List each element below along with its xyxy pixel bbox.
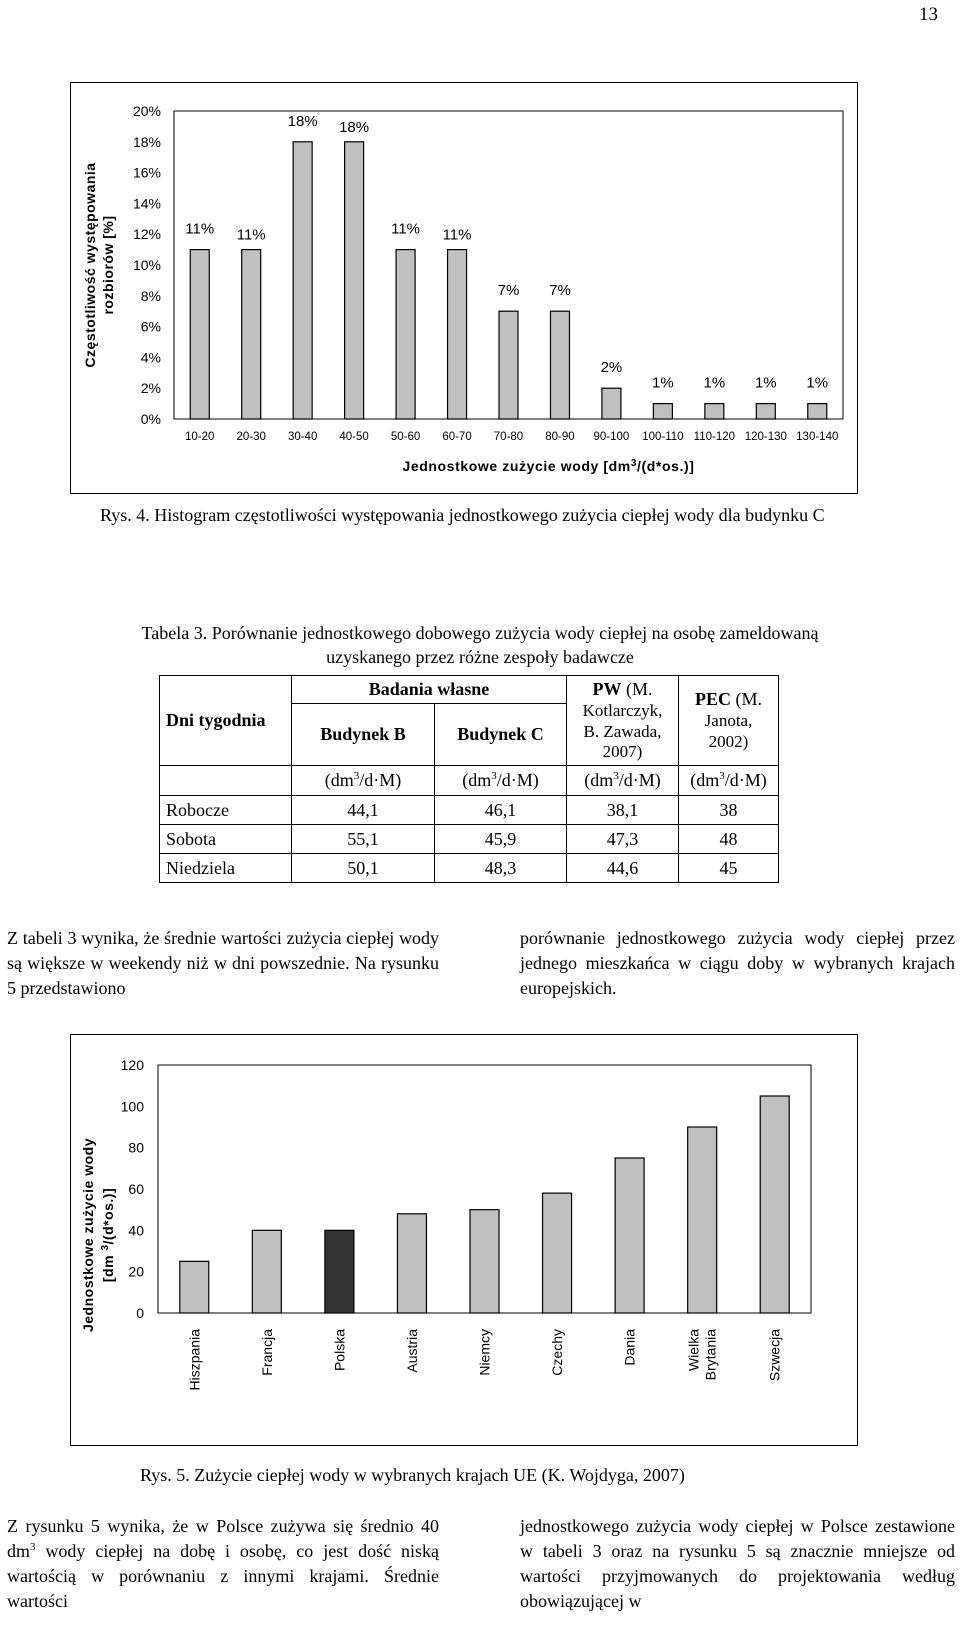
paragraph1-right-column: porównanie jednostkowego zużycia wody ciepłej przez jednego mieszkańca w ciągu doby w wybranych krajach europejskich.: [520, 928, 955, 998]
y-tick-label: 18%: [132, 133, 161, 150]
table3-cell: 47,3: [567, 825, 679, 854]
table3-header-own-research: Badania własne: [292, 676, 567, 704]
table3-cell-day: Robocze: [160, 796, 292, 825]
table3-cell: 55,1: [292, 825, 435, 854]
bar: [325, 1230, 354, 1313]
bar: [653, 404, 672, 419]
y-tick-label: 100: [120, 1098, 144, 1115]
data-label: 11%: [442, 226, 472, 244]
y-tick-label: 12%: [132, 226, 161, 243]
data-label: 7%: [549, 282, 571, 300]
y-tick-label: 16%: [132, 164, 161, 181]
table3-cell: 46,1: [435, 796, 567, 825]
x-tick-label: 50-60: [390, 431, 421, 443]
table3-units-row: [160, 766, 779, 796]
data-label: 1%: [754, 374, 777, 392]
bar: [252, 1230, 281, 1313]
data-label: 1%: [703, 374, 726, 392]
figure5-caption: Rys. 5. Zużycie ciepłej wody w wybranych krajach UE (K. Wojdyga, 2007): [140, 1465, 685, 1485]
table3-cell: 38,1: [567, 796, 679, 825]
x-tick-label: 80-90: [545, 431, 575, 443]
x-tick-label: 110-120: [693, 431, 736, 443]
y-tick-label: 60: [128, 1181, 144, 1197]
table3-header-pw-abbr: PW: [592, 679, 622, 700]
x-tick-label: 20-30: [236, 431, 266, 443]
x-tick-label: Wielka: [685, 1329, 702, 1372]
data-label: 11%: [185, 220, 215, 238]
y-tick-label: 10%: [132, 257, 161, 273]
bar: [705, 404, 724, 419]
table3-header-pec-abbr: PEC: [695, 689, 731, 710]
y-tick-label: 6%: [140, 318, 161, 335]
bar: [180, 1261, 209, 1313]
y-tick-label: 20%: [132, 103, 161, 119]
data-label: 1%: [652, 374, 674, 392]
x-tick-label: 70-80: [493, 431, 524, 443]
table3-header-building-b: Budynek B: [292, 704, 435, 766]
table-row: [160, 825, 779, 854]
x-tick-label: 90-100: [593, 431, 630, 443]
page-number: 13: [919, 4, 938, 25]
table3-caption-line2: uzyskanego przez różne zespoły badawcze: [326, 646, 634, 667]
figure4-caption: Rys. 4. Histogram częstotliwości występowania jednostkowego zużycia ciepłej wody dla budynku C: [100, 505, 825, 525]
x-tick-label: 120-130: [744, 431, 787, 443]
bar: [396, 250, 415, 419]
bar: [602, 388, 621, 419]
table3-cell: 48: [679, 825, 779, 854]
table3-cell-day: Niedziela: [160, 854, 292, 883]
table3-unit: $(dm^3/d\cdot M)$: [292, 766, 435, 796]
data-label: 7%: [497, 282, 520, 300]
bar: [615, 1158, 644, 1313]
bar: [543, 1193, 572, 1313]
bar: [345, 142, 364, 419]
x-tick-label: Polska: [331, 1329, 348, 1372]
table3-cell: 44,1: [292, 796, 435, 825]
table3-cell: 45: [679, 854, 779, 883]
bar: [550, 311, 569, 419]
bar: [293, 142, 312, 419]
table3-unit: $(dm^3/d\cdot M)$: [435, 766, 567, 796]
y-tick-label: 2%: [140, 380, 161, 397]
y-axis-title-line2: rozbiorów [%]: [100, 215, 116, 315]
y-axis-title-line1: Jednostkowe zużycie wody: [80, 1137, 96, 1333]
table3-unit: $(dm^3/d\cdot M)$: [679, 766, 779, 796]
table3-header-building-c: Budynek C: [435, 704, 567, 766]
table3-cell: 44,6: [567, 854, 679, 883]
table3-caption: [100, 622, 860, 670]
x-tick-label: 130-140: [796, 431, 839, 443]
x-tick-label: Brytania: [702, 1329, 719, 1381]
bar: [397, 1214, 426, 1313]
x-tick-label: Francja: [258, 1329, 275, 1376]
bar: [756, 404, 775, 419]
x-tick-label: 100-110: [642, 431, 684, 443]
data-label: 11%: [236, 226, 266, 244]
x-tick-label: Austria: [403, 1329, 420, 1373]
table3-cell: 38: [679, 796, 779, 825]
x-tick-label: Hiszpania: [186, 1329, 203, 1391]
table-row: [160, 854, 779, 883]
y-tick-label: 80: [128, 1139, 144, 1156]
table3-header-pw: PW (M. Kotlarczyk, B. Zawada, 2007): [567, 676, 679, 766]
y-axis-title-line2: [dm $^3$/(d*os.)]: [100, 1187, 116, 1283]
x-tick-label: 60-70: [442, 431, 472, 443]
y-tick-label: 0: [136, 1305, 144, 1321]
paragraph2-right-column: jednostkowego zużycia wody ciepłej w Polsce zestawione w tabeli 3 oraz na rysunku 5 są znacznie mniejsze od wartości przyjmowanych do projektowania według obowiązującej w: [520, 1516, 955, 1611]
data-label: 1%: [806, 374, 829, 392]
table3-unit: $(dm^3/d\cdot M)$: [567, 766, 679, 796]
bar: [470, 1210, 499, 1313]
table3-cell: 45,9: [435, 825, 567, 854]
paragraph1-left-column: Z tabeli 3 wynika, że średnie wartości zużycia ciepłej wody są większe w weekendy niż w dni powszednie. Na rysunku 5 przedstawiono: [7, 928, 439, 998]
x-axis-title: Jednostkowe zużycie wody $[dm^3/(d*os.)]$: [402, 458, 695, 474]
table3: [159, 675, 779, 883]
bar: [760, 1096, 789, 1313]
x-tick-label: Czechy: [549, 1329, 566, 1376]
bar: [688, 1127, 717, 1313]
data-label: 11%: [391, 220, 421, 238]
table3-cell-day: Sobota: [160, 825, 292, 854]
bar: [808, 404, 827, 419]
x-tick-label: Dania: [621, 1329, 638, 1366]
bar: [242, 250, 261, 419]
y-tick-label: 14%: [132, 195, 161, 212]
table-row: [160, 796, 779, 825]
y-tick-label: 4%: [140, 349, 161, 366]
bar: [499, 311, 518, 419]
x-tick-label: 30-40: [287, 431, 318, 443]
x-tick-label: 10-20: [185, 431, 215, 443]
table3-cell: 48,3: [435, 854, 567, 883]
bar: [448, 250, 467, 419]
figure5-bar-chart: [71, 1035, 857, 1445]
data-label: 2%: [600, 359, 623, 377]
y-tick-label: 120: [120, 1057, 144, 1073]
x-tick-label: 40-50: [339, 431, 369, 443]
paragraph2-left-column: Z rysunku 5 wynika, że w Polsce zużywa się średnio 40 $dm^3$ wody ciepłej na dobę i osobę, co jest dość niską wartością w porównaniu z innymi krajami. Średnie wartości: [7, 1516, 439, 1611]
table3-header-days: Dni tygodnia: [160, 676, 292, 766]
x-tick-label: Szwecja: [766, 1329, 783, 1382]
figure4-chart-frame: [70, 82, 858, 494]
x-tick-label: Niemcy: [476, 1329, 493, 1376]
table3-header-pec: PEC (M. Janota, 2002): [679, 676, 779, 766]
y-axis-title-line1: Częstotliwość występowania: [82, 162, 98, 368]
y-tick-label: 20: [128, 1263, 144, 1280]
y-tick-label: 8%: [140, 287, 161, 304]
data-label: 18%: [339, 118, 370, 136]
y-tick-label: 0%: [140, 411, 161, 427]
figure4-histogram: [71, 83, 857, 493]
table3-cell: 50,1: [292, 854, 435, 883]
y-tick-label: 40: [128, 1222, 144, 1239]
table3-caption-line1: Tabela 3. Porównanie jednostkowego dobowego zużycia wody ciepłej na osobę zameldowaną: [141, 623, 819, 643]
data-label: 18%: [287, 112, 318, 130]
figure5-chart-frame: [70, 1034, 858, 1446]
bar: [190, 250, 209, 419]
